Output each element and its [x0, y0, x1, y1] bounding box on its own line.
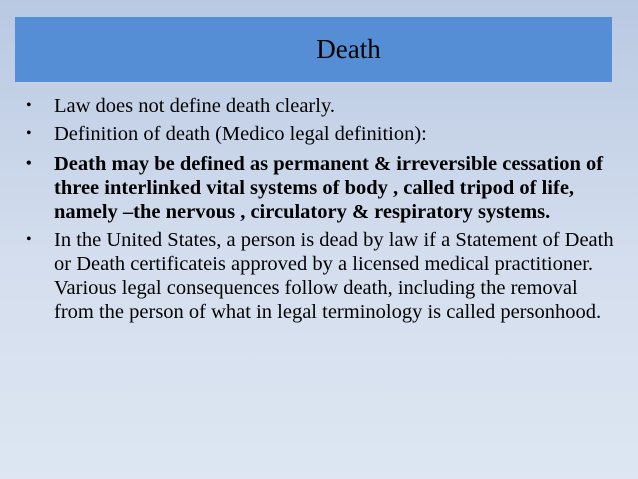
- bullet-text: In the United States, a person is dead by law if a Statement of Death or Death certificateis approved by a licensed medical practitioner. Various legal consequences follow death, including the removal from the person of what in legal terminology is called personhood.: [54, 229, 614, 323]
- bullet-text: Law does not define death clearly.: [54, 95, 335, 117]
- bullet-dot-icon: •: [26, 125, 32, 142]
- slide-title: Death: [316, 34, 381, 64]
- bullet-item-definition: [26, 122, 616, 146]
- bullet-item-united-states: [26, 228, 616, 324]
- bullet-item-law: [26, 94, 616, 118]
- bullet-dot-icon: •: [26, 97, 32, 114]
- bullet-list: [26, 94, 616, 328]
- title-bar: [15, 17, 612, 82]
- bullet-dot-icon: •: [26, 155, 32, 172]
- bullet-text: Death may be defined as permanent & irreversible cessation of three interlinked vital systems of body , called tripod of life, namely –the nervous , circulatory & respiratory systems.: [54, 153, 604, 223]
- bullet-text: Definition of death (Medico legal definition):: [54, 123, 427, 145]
- bullet-item-death-definition: [26, 152, 616, 224]
- bullet-dot-icon: •: [26, 231, 32, 248]
